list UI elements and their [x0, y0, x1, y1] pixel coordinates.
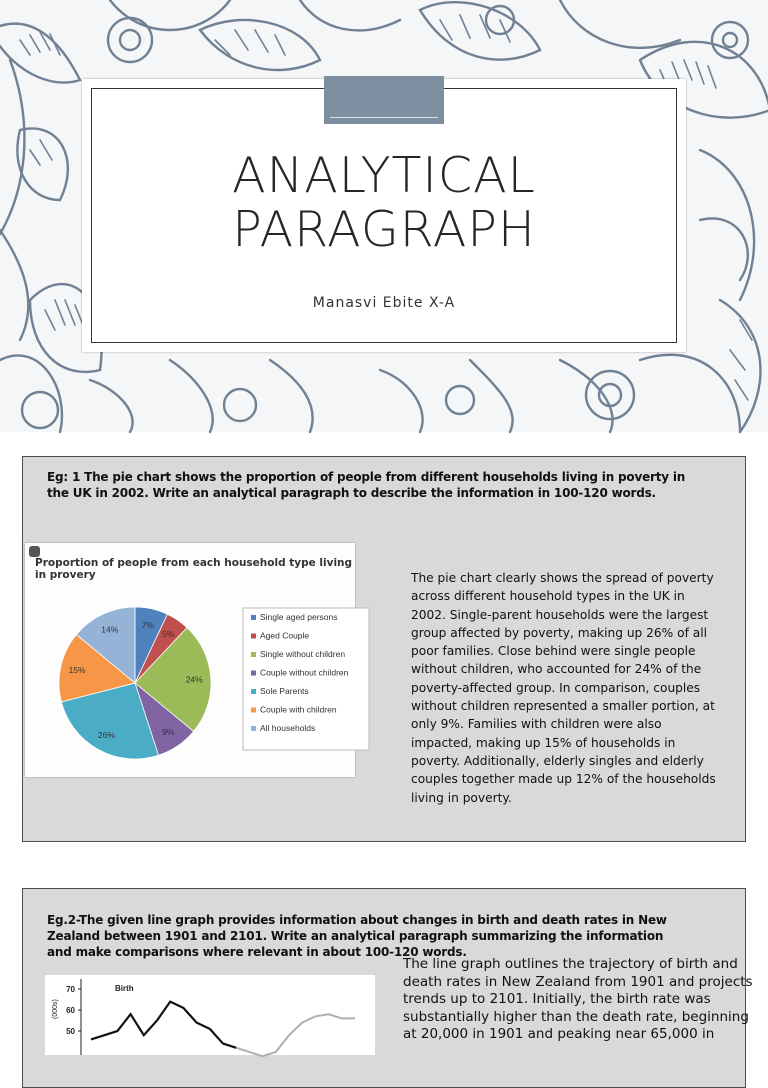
title-tab-decoration: [324, 76, 444, 124]
pie-slice-label: 26%: [97, 729, 115, 740]
series-label-birth: Birth: [115, 984, 134, 993]
y-tick-label: 50: [66, 1027, 75, 1036]
legend-entry: Single without children: [260, 649, 346, 659]
legend-entry: Single aged persons: [260, 612, 338, 622]
example-2-answer-paragraph: The line graph outlines the trajectory of birth and death rates in New Zealand from 1901 and projects trends up to 2101. Initially, the birth rate was substantially higher than the death rate, beginning at 20,000 in 1901 and peaking near 65,000 in: [403, 956, 753, 1042]
legend-entry: Aged Couple: [260, 630, 310, 641]
example-1-answer-paragraph: The pie chart clearly shows the spread of poverty across different household types in the UK in 2002. Single-parent households were the largest group affected by poverty, making up 26% of all poor families. Close behind were single people without children, who accounted for 24% of the poverty-affected group. In comparison, couples without children represented a smaller portion, at only 9%. Families with children were also impacted, making up 15% of households in poverty. Additionally, elderly singles and elderly couples together made up 12% of the households living in poverty.: [411, 571, 716, 805]
pie-slice-label: 14%: [101, 624, 119, 635]
page-title: [82, 149, 686, 257]
title-card: [82, 79, 686, 352]
title-line-2: PARAGRAPH: [232, 201, 536, 258]
pie-slice-label: 5%: [162, 629, 175, 639]
example-1-prompt: Eg: 1 The pie chart shows the proportion of people from different households living in poverty in the UK in 2002. Write an analytical paragraph to describe the information in 100-120 words.: [47, 470, 686, 500]
line-graph: [45, 975, 375, 1055]
pie-chart-title: Proportion of people from each household type living in provery: [35, 557, 353, 581]
title-slide: [0, 0, 768, 432]
legend-entry: Couple without children: [260, 667, 349, 678]
example-2-prompt: Eg.2-The given line graph provides information about changes in birth and death rates in New Zealand between 1901 and 2101. Write an analytical paragraph summarizing the information and make comparisons where relevant in about 100-120 words.: [47, 913, 667, 959]
legend-swatch: [251, 615, 256, 620]
legend-swatch: [251, 726, 256, 731]
legend-swatch: [251, 689, 256, 694]
birth-projection-line: [236, 1014, 355, 1056]
pie-slice-label: 7%: [141, 620, 155, 631]
author-subtitle: Manasvi Ebite X-A: [312, 295, 456, 311]
legend-swatch: [251, 671, 256, 676]
legend-entry: All households: [260, 723, 316, 733]
title-line-1: ANALYTICAL: [232, 147, 536, 204]
example-1-panel: [22, 456, 746, 842]
example-2-slide: [14, 880, 754, 1040]
pie-slice-label: 9%: [162, 727, 175, 737]
pie-chart-figure: [25, 543, 355, 777]
legend-swatch: [251, 652, 256, 657]
legend-swatch: [251, 708, 256, 713]
legend-entry: Couple with children: [260, 704, 337, 715]
legend-swatch: [251, 634, 256, 639]
y-axis-label: (000s): [52, 999, 59, 1019]
tab-line: [330, 117, 438, 118]
y-tick-label: 70: [66, 985, 75, 994]
line-graph-figure: [45, 975, 375, 1055]
birth-series-line: [91, 1002, 236, 1048]
y-tick-label: 60: [66, 1006, 75, 1015]
pie-chart: [25, 543, 355, 777]
example-1-slide: [14, 445, 754, 851]
legend-entry: Sole Parents: [260, 686, 309, 696]
pie-slice-label: 15%: [68, 665, 86, 676]
example-2-panel: [22, 888, 753, 1088]
pie-slice-label: 24%: [185, 674, 203, 685]
